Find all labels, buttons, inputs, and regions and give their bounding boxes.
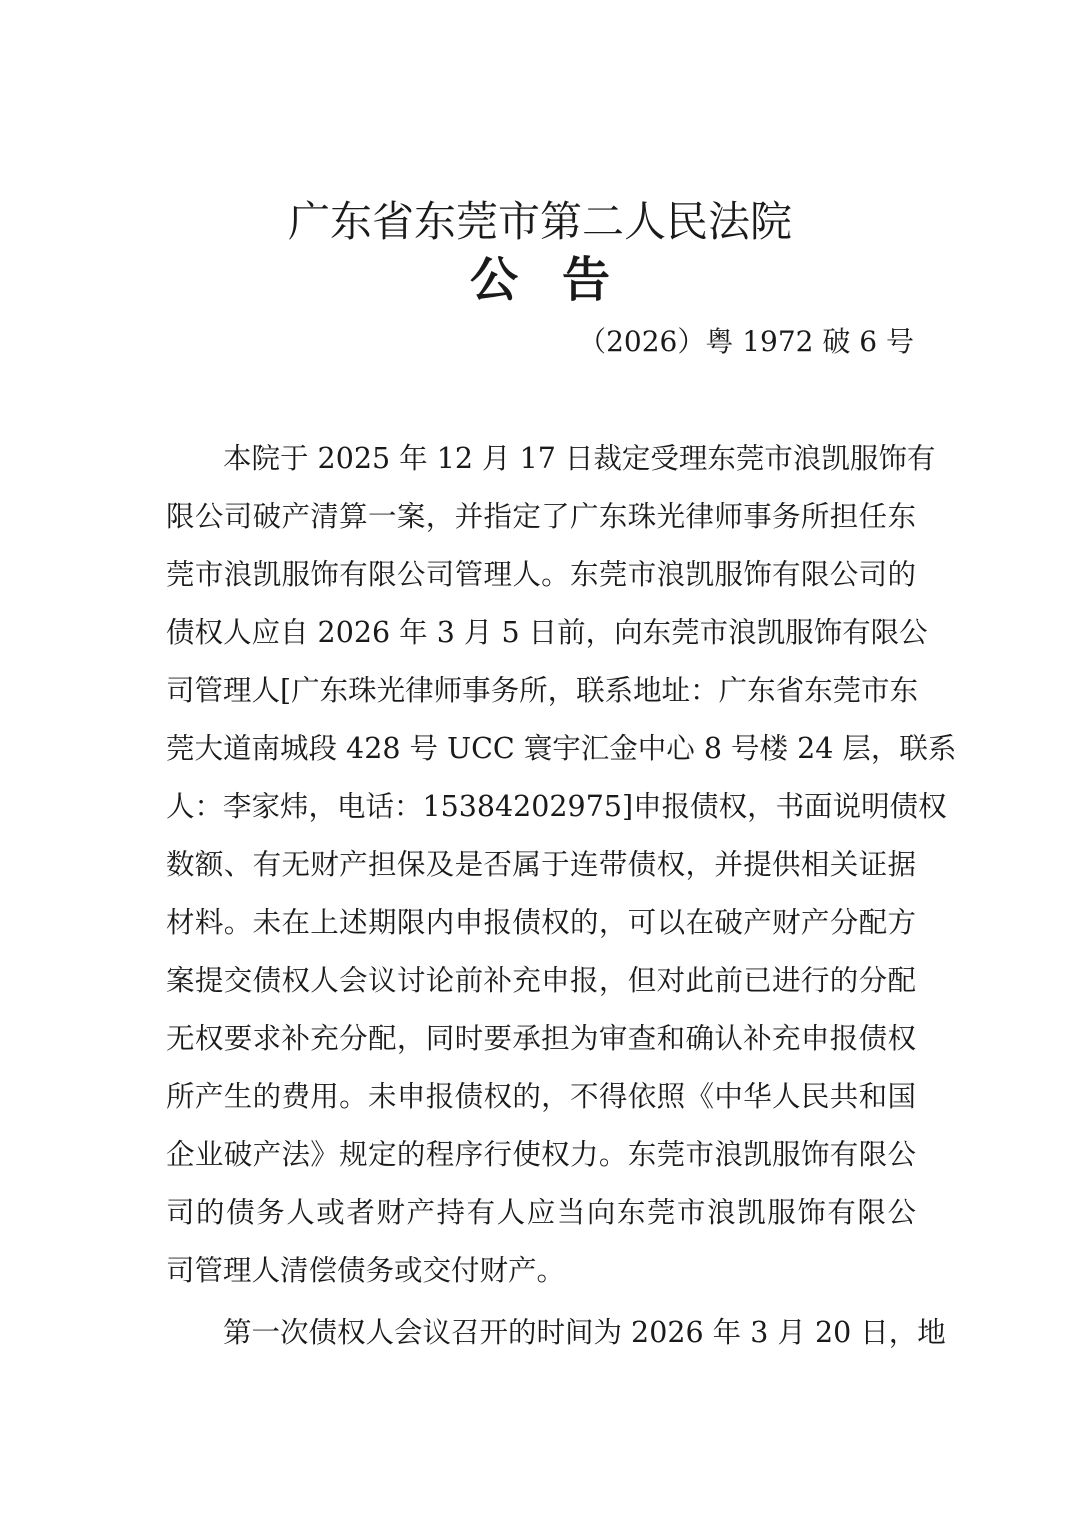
body-line: 第一次债权人会议召开的时间为 2026 年 3 月 20 日，地 (223, 1316, 946, 1349)
case-number: （2026）粤 1972 破 6 号 (578, 325, 914, 358)
body-line: 材料。未在上述期限内申报债权的，可以在破产财产分配方 (166, 906, 916, 939)
body-line: 司管理人[广东珠光律师事务所，联系地址：广东省东莞市东 (166, 674, 919, 707)
paragraph-2 (166, 1304, 946, 1362)
body-line: 无权要求补充分配，同时要承担为审查和确认补充申报债权 (166, 1022, 916, 1055)
body-line: 限公司破产清算一案，并指定了广东珠光律师事务所担任东 (166, 500, 916, 533)
court-name: 广东省东莞市第二人民法院 (287, 197, 792, 246)
body-line: 数额、有无财产担保及是否属于连带债权，并提供相关证据 (166, 848, 916, 881)
body-line: 莞大道南城段 428 号 UCC 寰宇汇金中心 8 号楼 24 层，联系 (166, 732, 957, 765)
body-line: 企业破产法》规定的程序行使权力。东莞市浪凯服饰有限公 (166, 1138, 916, 1171)
body-line: 本院于 2025 年 12 月 17 日裁定受理东莞市浪凯服饰有 (223, 442, 936, 475)
notice-body (166, 430, 957, 1362)
body-line: 莞市浪凯服饰有限公司管理人。东莞市浪凯服饰有限公司的 (166, 558, 916, 591)
body-line: 人：李家炜，电话：15384202975]申报债权，书面说明债权 (166, 790, 947, 823)
body-line: 案提交债权人会议讨论前补充申报，但对此前已进行的分配 (166, 964, 916, 997)
body-line: 司的债务人或者财产持有人应当向东莞市浪凯服饰有限公 (166, 1196, 916, 1229)
body-line: 所产生的费用。未申报债权的，不得依照《中华人民共和国 (166, 1080, 916, 1113)
body-line: 司管理人清偿债务或交付财产。 (166, 1254, 566, 1287)
paragraph-1 (166, 430, 957, 1300)
body-line: 债权人应自 2026 年 3 月 5 日前，向东莞市浪凯服饰有限公 (166, 616, 928, 649)
notice-title: 公告 (469, 252, 654, 308)
